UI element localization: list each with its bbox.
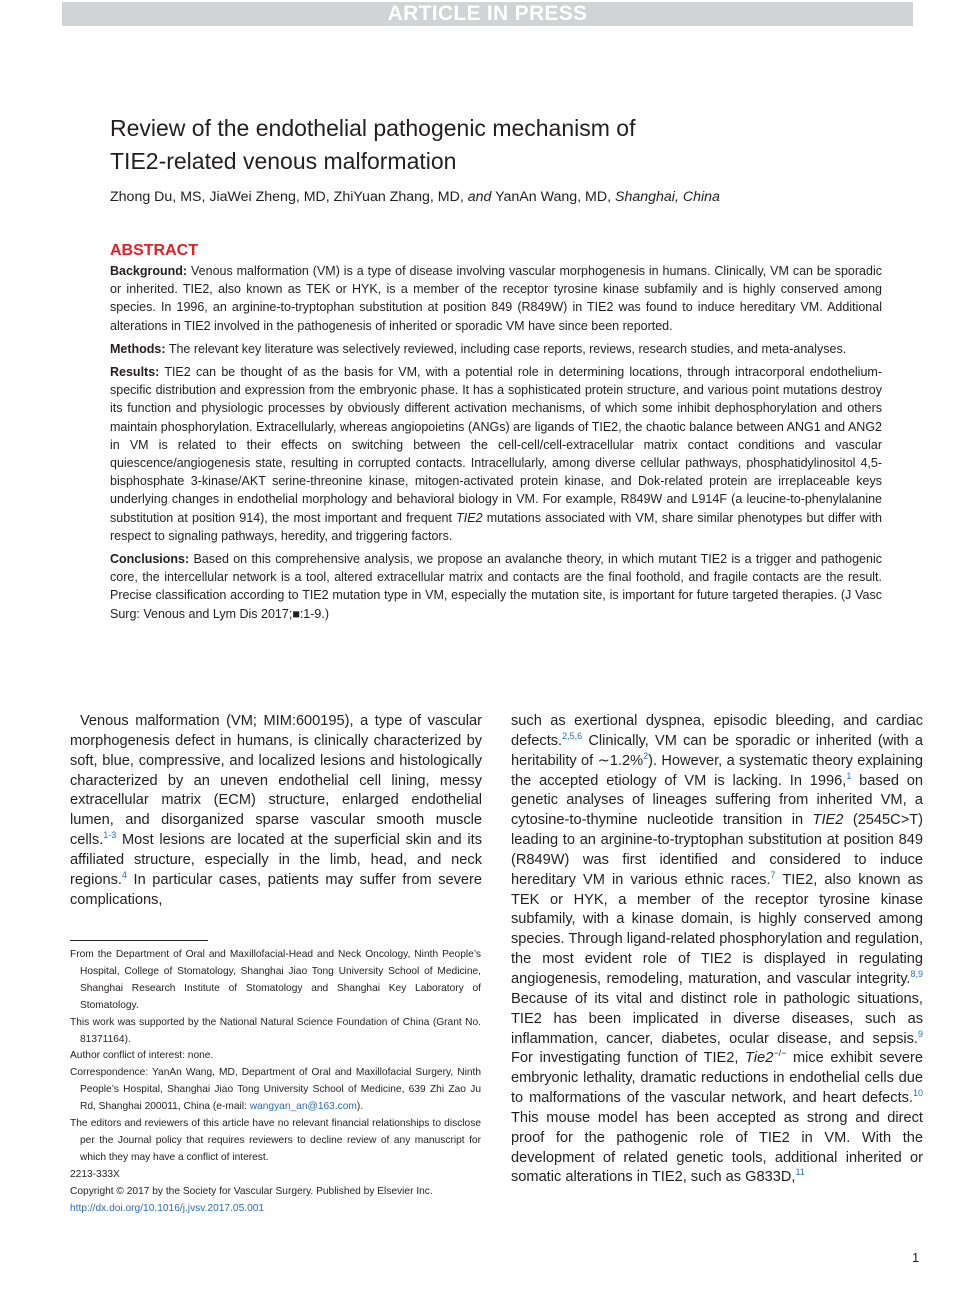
footnote-funding: This work was supported by the National Natural Science Foundation of China (Grant No. 81371164). [70,1016,481,1045]
citation-link[interactable]: 1-3 [103,830,117,841]
genotype-superscript: −/− [773,1048,787,1059]
citation-link[interactable]: 1 [846,770,852,781]
author-last: YanAn Wang, MD, [495,189,612,205]
results-text: TIE2 can be thought of as the basis for VM, with a potential role in determining locations, through intracorporal endothelium-specific distribution and expression from the embryonic phase. It has a sophisticated protein structure, and various point mutations destroy its function and physiologic processes by obviously different activation mechanisms, of which some inhibit dephosphorylation and others maintain phosphorylation. Extracellularly, whereas angiopoietins (ANGs) are ligands of TIE2, the chaotic balance between ANG1 and ANG2 in VM is related to their effects on switching between the cell-cell/cell-extracellular matrix contact conditions and vascular quiescence/angiogenesis state, resulting in corrupted contacts. Intracellularly, among diverse cellular pathways, phosphatidylinositol 4,5-bisphosphate 3-kinase/AKT serine-threonine kinase, mitogen-activated protein kinase, and Dok-related protein are irreplaceable keys underlying changes in endothelial morphology and behavioral biology in VM. For example, R849W and L914F (a leucine-to-phenylalanine substitution at position 914), the most important and frequent [110,365,882,525]
author-conjunction: and [467,189,492,205]
body-text: ). However, a systematic theory explaining the accepted etiology of VM is lacking. In 1996, [511,752,923,789]
body-text: based on genetic analyses of lineages suffering from inherited VM, a cytosine-to-thymine nucleotide transition in [511,772,924,829]
body-text: TIE2, also known as TEK or HYK, a member of the receptor tyrosine kinase subfamily, with a kinase domain, is highly conserved among species. Through ligand-related phosphorylation and regulation, the most evident role of TIE2 is displayed in regulating angiogenesis, remodeling, maturation, and vascular integrity. [511,871,923,987]
author-names: Zhong Du, MS, JiaWei Zheng, MD, ZhiYuan Zhang, MD, [110,189,464,205]
conclusions-label: Conclusions: [110,552,190,567]
footnote-copyright: Copyright © 2017 by the Society for Vascular Surgery. Published by Elsevier Inc. [70,1185,433,1197]
abstract-results [110,363,882,545]
email-link[interactable]: wangyan_an@163.com [249,1101,357,1113]
citation-link[interactable]: 8,9 [910,969,923,980]
methods-label: Methods: [110,341,166,356]
results-label: Results: [110,365,160,380]
citation-link[interactable]: 2,5,6 [562,730,583,741]
abstract-conclusions [110,550,882,623]
doi-link[interactable]: http://dx.doi.org/10.1016/j.jvsv.2017.05.001 [70,1202,265,1214]
gene-italic: Tie2 [745,1050,774,1067]
abstract-background [110,262,882,335]
body-text: Venous malformation (VM; MIM:600195), a type of vascular morphogenesis defect in humans, is clinically characterized by soft, blue, compressive, and localized lesions and histologically characterized by an uneven endothelial cell lining, messy extracellular matrix (ECM) structure, enlarged endothelial lumen, and disorganized sparse vascular smooth muscle cells. [70,713,482,849]
citation-link[interactable]: 9 [917,1028,923,1039]
abstract-methods [110,340,882,358]
body-text: In particular cases, patients may suffer from severe complications, [70,871,482,908]
title-line-2: TIE2-related venous malformation [110,148,457,174]
footnote-affiliation: From the Department of Oral and Maxillofacial-Head and Neck Oncology, Ninth People’s Hospital, College of Stomatology, Shanghai Jiao Tong University School of Medicine, Shanghai Research Institute of Stomatology and Shanghai Key Laboratory of Stomatology. [70,949,481,1011]
citation-link[interactable]: 7 [770,869,776,880]
correspondence-text: Correspondence: YanAn Wang, MD, Department of Oral and Maxillofacial Surgery, Ninth People’s Hospital, Shanghai Jiao Tong University School of Medicine, 639 Zhi Zao Ju Rd, Shanghai 200011, China (e-mail: [70,1067,481,1113]
results-gene-italic: TIE2 [456,510,483,525]
citation-link[interactable]: 4 [121,869,127,880]
body-text: Most lesions are located at the superficial skin and its affiliated structure, especially in the limb, head, and neck regions. [70,832,482,888]
gene-italic: TIE2 [812,812,844,829]
footnote-editors: The editors and reviewers of this article have no relevant financial relationships to disclose per the Journal policy that requires reviewers to decline review of any manuscript for which they may have a conflict of interest. [70,1118,481,1163]
body-text: (2545C>T) leading to an arginine-to-tryptophan substitution at position 849 (R849W) was first identified and considered to induce hereditary VM in various ethnic races. [511,812,923,888]
results-text-cont: mutations associated with VM, share similar phenotypes but differ with respect to signaling pathways, heredity, and triggering factors. [110,510,882,543]
title-line-1: Review of the endothelial pathogenic mechanism of [110,115,636,141]
conclusions-text: Based on this comprehensive analysis, we propose an avalanche theory, in which mutant TIE2 is a trigger and pathogenic core, the intercellular network is a tool, altered extracellular matrix and contacts are the final foothold, and fragile contacts are the result. Precise classification according to TIE2 mutation type in VM, especially the mutation site, is important for future targeted therapies. (J Vasc Surg: Venous and Lym Dis 2017;■:1-9.) [110,552,882,621]
abstract-heading: ABSTRACT [110,242,198,259]
citation-link[interactable]: 11 [795,1167,805,1178]
article-in-press-banner: ARTICLE IN PRESS [62,2,913,26]
body-text: This mouse model has been accepted as strong and direct proof for the pathogenic role of TIE2 in VM. With the development of related genetic tools, additional inherited or somatic alterations in TIE2, such as G833D, [511,1109,923,1186]
background-label: Background: [110,264,188,278]
body-paragraph [511,712,923,1188]
background-text: Venous malformation (VM) is a type of disease involving vascular morphogenesis in humans. Clinically, VM can be sporadic or inherited. TIE2, also known as TEK or HYK, is a member of the receptor tyrosine kinase subfamily and is highly conserved among species. In 1996, an arginine-to-tryptophan substitution at position 849 (R849W) in TIE2 was found to induce hereditary VM. Additional alterations in TIE2 involved in the pathogenesis of inherited or sporadic VM have since been reported. [110,264,882,333]
body-paragraph [70,712,482,910]
body-text: such as exertional dyspnea, episodic bleeding, and cardiac defects. [511,713,923,749]
correspondence-end: ). [356,1101,364,1113]
footnote-divider [70,940,208,941]
citation-link[interactable]: 10 [912,1088,923,1099]
page-number: 1 [912,1250,920,1265]
article-title [110,112,870,178]
author-location: Shanghai, China [614,189,720,205]
abstract-section [110,241,882,628]
body-column-right [511,712,923,1188]
body-column-left [70,712,482,910]
body-text: For investigating function of TIE2, [511,1050,746,1067]
body-text: mice exhibit severe embryonic lethality, dramatic reductions in endothelial cells due to malformations of the vascular network, and heart defects. [511,1050,924,1107]
body-text: Because of its vital and distinct role in pathologic situations, TIE2 has been implicated in diverse diseases, such as inflammation, cancer, diabetes, ocular disease, and sepsis. [511,990,923,1047]
footnote-issn: 2213-333X [70,1168,120,1180]
author-list [110,186,910,208]
footnote-conflict: Author conflict of interest: none. [70,1050,214,1062]
footnote-correspondence [70,1065,481,1116]
body-text: Clinically, VM can be sporadic or inherited (with a heritability of ∼1.2% [511,732,923,769]
citation-link[interactable]: 2 [643,750,649,761]
methods-text: The relevant key literature was selectively reviewed, including case reports, reviews, research studies, and meta-analyses. [168,341,847,356]
footnotes [70,947,481,1218]
